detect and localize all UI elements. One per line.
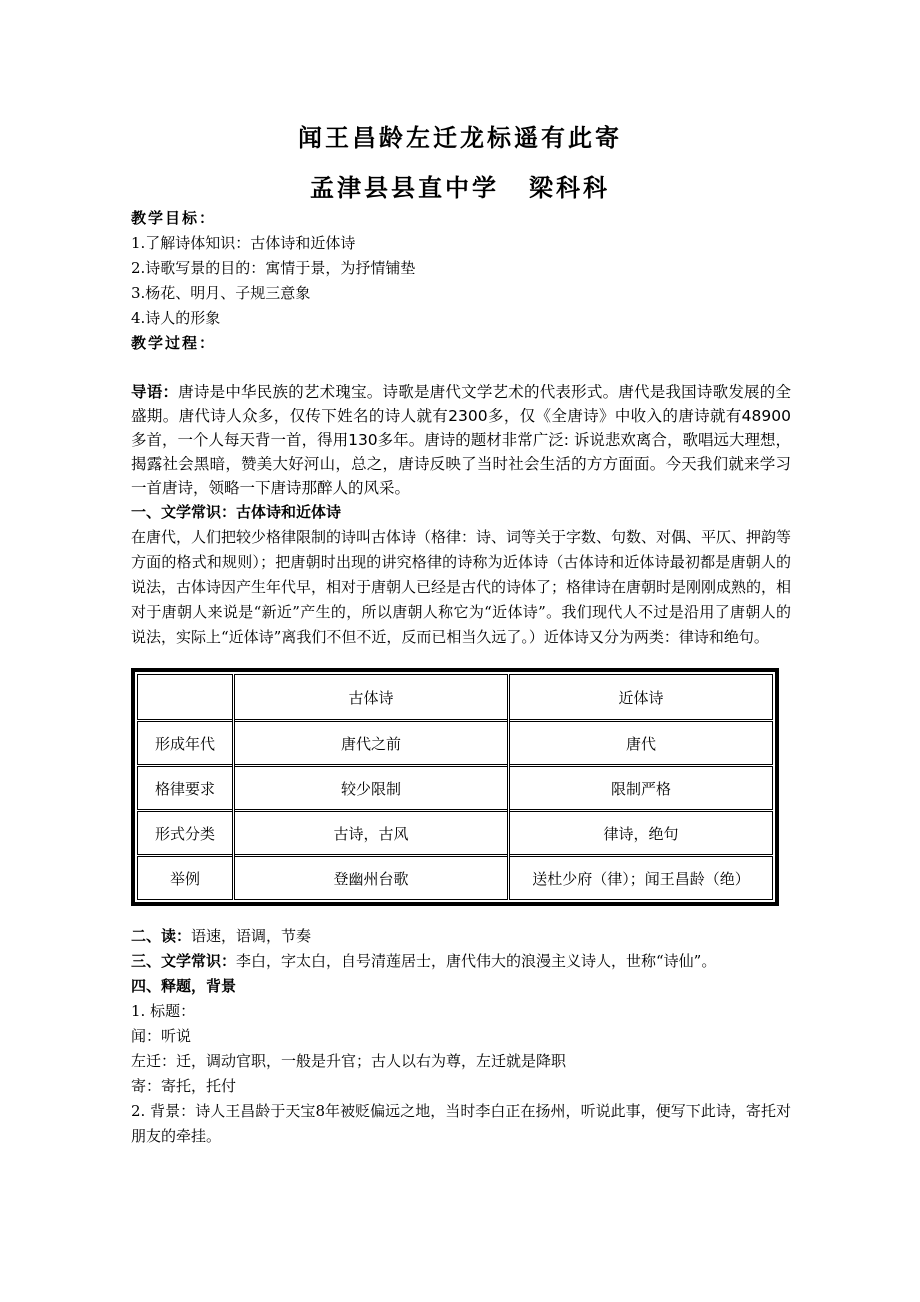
table-cell: 唐代 bbox=[509, 721, 773, 766]
section1-text: 在唐代，人们把较少格律限制的诗叫古体诗（格律：诗、词等关于字数、句数、对偶、平仄、押韵等方面的格式和规则）；把唐朝时出现的讲究格律的诗称为近体诗（古体诗和近体诗最初都是唐朝人的说法，古体诗因产生年代早，相对于唐朝人已经是古代的诗体了；格律诗在唐朝时是刚刚成熟的，相对于唐朝人来说是“新近”产生的，所以唐朝人称它为“近体诗”。我们现代人不过是沿用了唐朝人的说法，实际上“近体诗”离我们不但不近，反而已相当久远了。）近体诗又分为两类：律诗和绝句。 bbox=[131, 528, 792, 646]
table-cell: 较少限制 bbox=[234, 766, 509, 811]
table-row bbox=[138, 856, 773, 900]
goal-item: 2.诗歌写景的目的：寓情于景，为抒情铺垫 bbox=[131, 259, 416, 277]
table-cell: 古诗，古风 bbox=[234, 811, 509, 856]
table-row-label: 格律要求 bbox=[138, 766, 234, 811]
section3-text: 李白，字太白，自号清莲居士，唐代伟大的浪漫主义诗人，世称“诗仙”。 bbox=[236, 952, 717, 970]
intro-label: 导语： bbox=[131, 383, 179, 401]
goals-label: 教学目标： bbox=[131, 209, 217, 227]
section4-line: 闻：听说 bbox=[131, 1027, 192, 1045]
intro-paragraph bbox=[131, 380, 791, 500]
table-cell: 送杜少府（律）；闻王昌龄（绝） bbox=[509, 856, 773, 900]
section2-heading: 二、读： bbox=[131, 927, 192, 945]
table-row-label: 举例 bbox=[138, 856, 234, 900]
table-row bbox=[138, 811, 773, 856]
section4-line: 左迁：迁，调动官职，一般是升官；古人以右为尊，左迁就是降职 bbox=[131, 1052, 567, 1070]
author-school: 孟津县县直中学 bbox=[310, 173, 499, 202]
table-header-row bbox=[138, 675, 773, 721]
author-line bbox=[0, 168, 920, 203]
author-name: 梁科科 bbox=[529, 173, 610, 202]
goal-item: 4.诗人的形象 bbox=[131, 309, 221, 327]
table-cell: 律诗，绝句 bbox=[509, 811, 773, 856]
intro-text: 唐诗是中华民族的艺术瑰宝。诗歌是唐代文学艺术的代表形式。唐代是我国诗歌发展的全盛期。唐代诗人众多，仅传下姓名的诗人就有2300多，仅《全唐诗》中收入的唐诗就有48900多首，一个人每天背一首，得用130多年。唐诗的题材非常广泛: 诉说悲欢离合，歌唱远大理想，揭露社会黑暗，赞美大好河山，总之，唐诗反映了当时社会生活的方方面面。今天我们就来学习一首唐诗，领略一下唐诗那醉人的风采。 bbox=[131, 383, 791, 497]
section2-paragraph bbox=[131, 924, 791, 949]
process-label: 教学过程： bbox=[131, 334, 217, 352]
section4-line: 寄：寄托，托付 bbox=[131, 1077, 237, 1095]
section4-line: 2. 背景：诗人王昌龄于天宝8年被贬偏远之地，当时李白正在扬州，听说此事，便写下此诗，寄托对朋友的牵挂。 bbox=[131, 1102, 791, 1145]
table-row bbox=[138, 721, 773, 766]
section2-text: 语速，语调，节奏 bbox=[191, 927, 312, 945]
goal-item: 3.杨花、明月、子规三意象 bbox=[131, 284, 311, 302]
document-body bbox=[131, 206, 791, 1149]
table-cell: 登幽州台歌 bbox=[234, 856, 509, 900]
table-cell bbox=[138, 675, 234, 721]
table-row-label: 形成年代 bbox=[138, 721, 234, 766]
section3-heading: 三、文学常识： bbox=[131, 952, 237, 970]
table-header-cell: 近体诗 bbox=[509, 675, 773, 721]
table-cell: 限制严格 bbox=[509, 766, 773, 811]
goal-item: 1.了解诗体知识：古体诗和近体诗 bbox=[131, 234, 356, 252]
table-row bbox=[138, 766, 773, 811]
section4-line: 1. 标题： bbox=[131, 1002, 196, 1020]
document-title: 闻王昌龄左迁龙标遥有此寄 bbox=[298, 123, 622, 152]
comparison-table bbox=[131, 668, 779, 906]
section1-heading: 一、文学常识：古体诗和近体诗 bbox=[131, 503, 342, 521]
table-header-cell: 古体诗 bbox=[234, 675, 509, 721]
table-cell: 唐代之前 bbox=[234, 721, 509, 766]
section3-paragraph bbox=[131, 949, 791, 974]
section4-heading: 四、释题，背景 bbox=[131, 977, 237, 995]
table-row-label: 形式分类 bbox=[138, 811, 234, 856]
